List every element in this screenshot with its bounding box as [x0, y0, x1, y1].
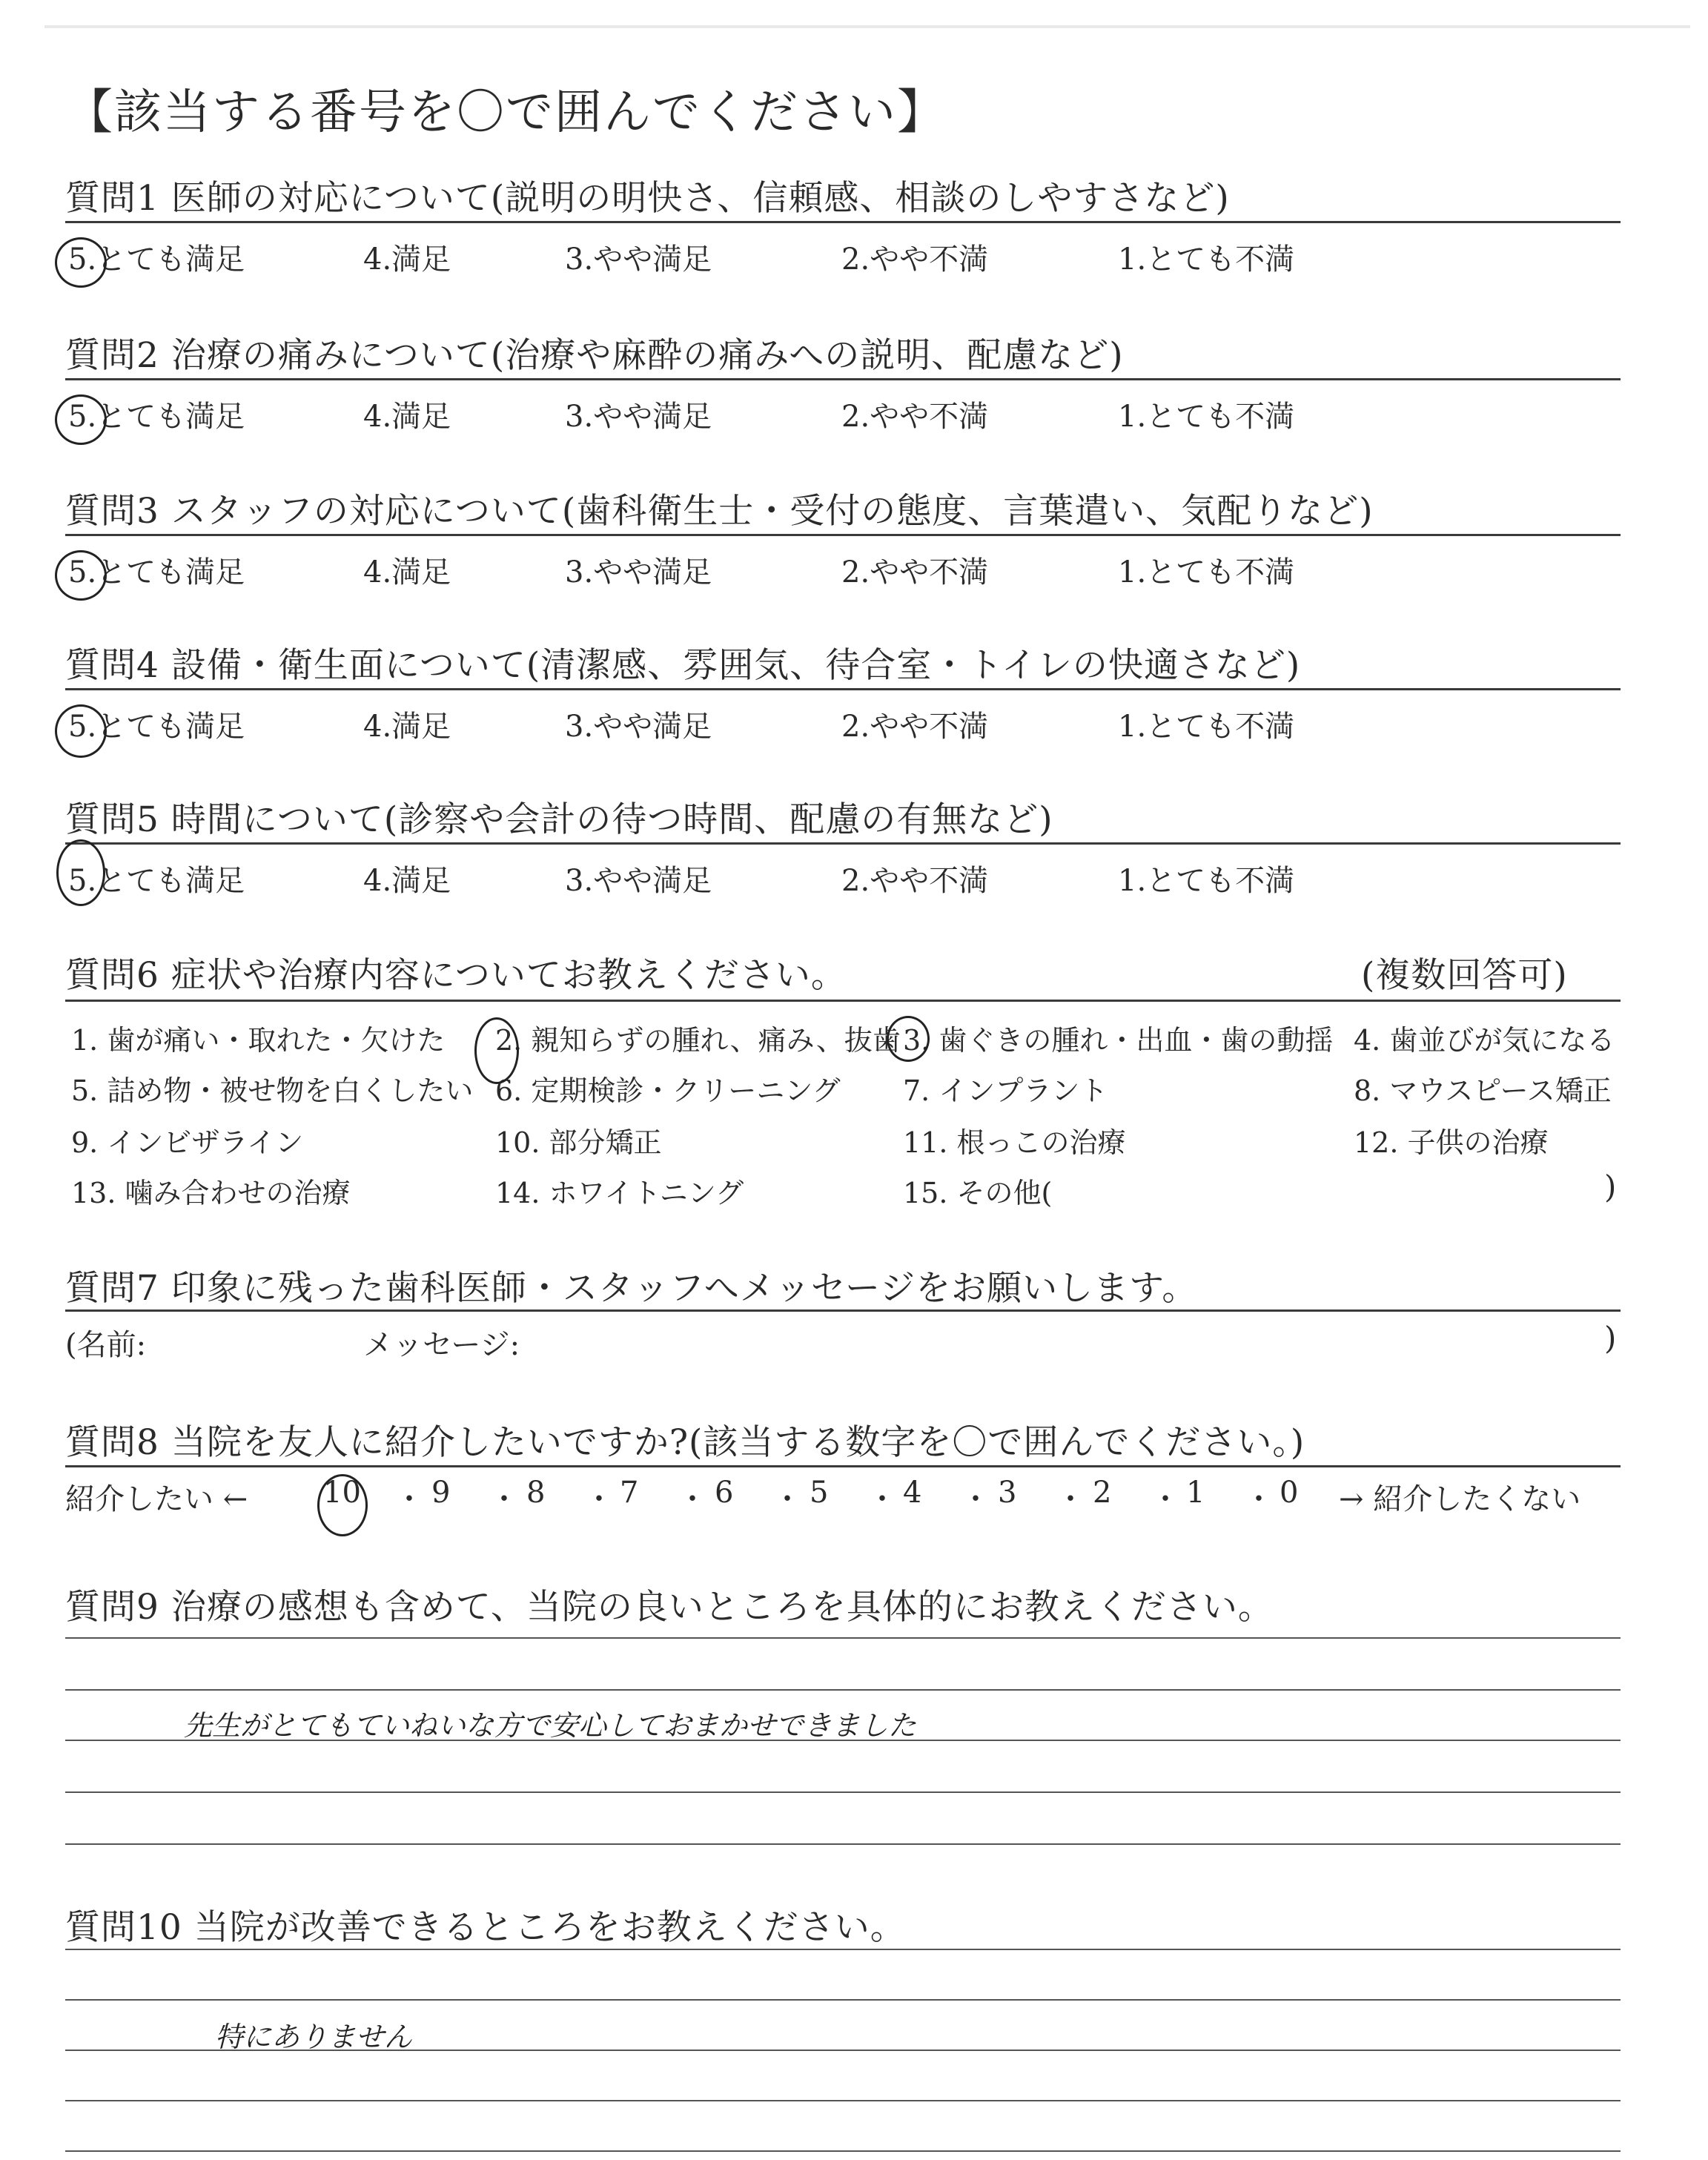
- q9-line-5: [65, 1843, 1621, 1845]
- question-3-rule: [65, 534, 1621, 536]
- q8-scale-3[interactable]: 3: [998, 1476, 1017, 1510]
- q8-scale-1[interactable]: 1: [1186, 1476, 1205, 1510]
- q4-option-3[interactable]: 3.やや満足: [565, 710, 712, 744]
- question-8-rule: [65, 1465, 1621, 1467]
- q8-scale-7[interactable]: 7: [620, 1476, 639, 1510]
- q8-scale-6[interactable]: 6: [715, 1476, 734, 1510]
- q2-option-1[interactable]: 1.とても不満: [1118, 400, 1295, 434]
- q9-line-2: [65, 1689, 1621, 1691]
- q2-option-3[interactable]: 3.やや満足: [565, 400, 712, 434]
- q8-dot: ・: [394, 1482, 424, 1516]
- question-1-rule: [65, 221, 1621, 223]
- q6-item-1[interactable]: 1. 歯が痛い・取れた・欠けた: [71, 1024, 446, 1057]
- question-4-label: 質問4 設備・衛生面について(清潔感、雰囲気、待合室・トイレの快適さなど): [65, 645, 1301, 686]
- q4-option-2[interactable]: 2.やや不満: [841, 710, 989, 744]
- q8-scale-0[interactable]: 0: [1280, 1476, 1299, 1510]
- q5-option-5[interactable]: 5.とても満足: [68, 864, 245, 898]
- question-5-rule: [65, 842, 1621, 845]
- question-5-label: 質問5 時間について(診察や会計の待つ時間、配慮の有無など): [65, 799, 1053, 840]
- q8-dot: ・: [772, 1482, 802, 1516]
- q5-option-4[interactable]: 4.満足: [363, 864, 451, 898]
- q8-dot: ・: [1151, 1482, 1180, 1516]
- q8-dot: ・: [867, 1482, 897, 1516]
- question-7-label: 質問7 印象に残った歯科医師・スタッフへメッセージをお願いします。: [65, 1268, 1198, 1309]
- q6-item-14[interactable]: 14. ホワイトニング: [495, 1177, 744, 1209]
- q4-option-1[interactable]: 1.とても不満: [1118, 710, 1295, 744]
- question-6-rule: [65, 1000, 1621, 1002]
- q8-dot: ・: [1244, 1482, 1274, 1516]
- question-6-note: (複数回答可): [1361, 955, 1568, 996]
- q2-option-2[interactable]: 2.やや不満: [841, 400, 989, 434]
- question-1-label: 質問1 医師の対応について(説明の明快さ、信頼感、相談のしやすさなど): [65, 178, 1230, 219]
- q8-right-label: → 紹介したくない: [1339, 1482, 1581, 1516]
- q6-item-6[interactable]: 6. 定期検診・クリーニング: [495, 1074, 841, 1107]
- q8-scale-9[interactable]: 9: [431, 1476, 451, 1510]
- question-10-label: 質問10 当院が改善できるところをお教えください。: [65, 1907, 906, 1948]
- q5-selection-circle: [56, 839, 105, 906]
- q6-item-15[interactable]: 15. その他(: [903, 1177, 1053, 1209]
- q7-close-paren: ): [1604, 1320, 1617, 1356]
- q4-selection-circle: [55, 704, 107, 758]
- q1-option-4[interactable]: 4.満足: [363, 242, 451, 277]
- q8-scale-2[interactable]: 2: [1093, 1476, 1112, 1510]
- q8-dot: ・: [489, 1482, 519, 1516]
- q6-item-3-selection-circle: [887, 1016, 930, 1062]
- page-title: 【該当する番号を〇で囲んでください】: [65, 85, 946, 140]
- q1-selection-circle: [55, 237, 107, 288]
- q6-item-2[interactable]: 2. 親知らずの腫れ、痛み、抜歯: [495, 1024, 901, 1057]
- scan-top-edge: [44, 25, 1690, 28]
- q5-option-2[interactable]: 2.やや不満: [841, 864, 989, 898]
- q1-option-1[interactable]: 1.とても不満: [1118, 242, 1295, 277]
- q6-item-11[interactable]: 11. 根っこの治療: [903, 1126, 1126, 1159]
- q2-option-5[interactable]: 5.とても満足: [68, 400, 245, 434]
- question-8-label: 質問8 当院を友人に紹介したいですか?(該当する数字を〇で囲んでください。): [65, 1422, 1305, 1463]
- q4-option-4[interactable]: 4.満足: [363, 710, 451, 744]
- q1-option-5[interactable]: 5.とても満足: [68, 242, 245, 277]
- q8-dot: ・: [678, 1482, 707, 1516]
- q6-item-8[interactable]: 8. マウスピース矯正: [1354, 1074, 1612, 1107]
- q8-left-label: 紹介したい ←: [65, 1482, 248, 1516]
- q6-item-15-close-paren: ): [1604, 1169, 1617, 1205]
- q3-selection-circle: [55, 550, 107, 601]
- q3-option-4[interactable]: 4.満足: [363, 555, 451, 589]
- q10-line-1: [65, 1949, 1621, 1950]
- q1-option-3[interactable]: 3.やや満足: [565, 242, 712, 277]
- q10-line-2: [65, 1999, 1621, 2001]
- q8-selection-circle: [317, 1474, 368, 1536]
- question-4-rule: [65, 688, 1621, 690]
- q5-option-1[interactable]: 1.とても不満: [1118, 864, 1295, 898]
- q6-item-3[interactable]: 3. 歯ぐきの腫れ・出血・歯の動揺: [903, 1024, 1334, 1057]
- q6-item-12[interactable]: 12. 子供の治療: [1354, 1126, 1549, 1159]
- q7-message-label: メッセージ:: [363, 1328, 520, 1362]
- q6-item-13[interactable]: 13. 噛み合わせの治療: [71, 1177, 351, 1209]
- q4-option-5[interactable]: 5.とても満足: [68, 710, 245, 744]
- q3-option-5[interactable]: 5.とても満足: [68, 555, 245, 589]
- q9-line-1: [65, 1637, 1621, 1639]
- q10-line-4: [65, 2100, 1621, 2101]
- question-9-label: 質問9 治療の感想も含めて、当院の良いところを具体的にお教えください。: [65, 1587, 1274, 1628]
- q6-item-4[interactable]: 4. 歯並びが気になる: [1354, 1024, 1615, 1057]
- q6-item-7[interactable]: 7. インプラント: [903, 1074, 1108, 1107]
- q8-scale-5[interactable]: 5: [810, 1476, 829, 1510]
- question-3-label: 質問3 スタッフの対応について(歯科衛生士・受付の態度、言葉遣い、気配りなど): [65, 491, 1374, 532]
- q10-line-5: [65, 2150, 1621, 2152]
- q7-name-label: (名前:: [65, 1328, 147, 1362]
- q6-item-10[interactable]: 10. 部分矯正: [495, 1126, 662, 1159]
- question-2-label: 質問2 治療の痛みについて(治療や麻酔の痛みへの説明、配慮など): [65, 335, 1124, 376]
- q8-dot: ・: [1056, 1482, 1085, 1516]
- q3-option-1[interactable]: 1.とても不満: [1118, 555, 1295, 589]
- q8-scale-10[interactable]: 10: [323, 1476, 361, 1510]
- q3-option-3[interactable]: 3.やや満足: [565, 555, 712, 589]
- q8-dot: ・: [584, 1482, 614, 1516]
- q8-scale-4[interactable]: 4: [903, 1476, 922, 1510]
- q6-item-5[interactable]: 5. 詰め物・被せ物を白くしたい: [71, 1074, 474, 1107]
- q2-selection-circle: [55, 394, 107, 445]
- q9-handwritten-answer: 先生がとてもていねいな方で安心しておまかせできました: [184, 1709, 917, 1742]
- question-2-rule: [65, 378, 1621, 380]
- q9-line-4: [65, 1791, 1621, 1793]
- q5-option-3[interactable]: 3.やや満足: [565, 864, 712, 898]
- q2-option-4[interactable]: 4.満足: [363, 400, 451, 434]
- q6-item-9[interactable]: 9. インビザライン: [71, 1126, 304, 1159]
- q8-dot: ・: [961, 1482, 990, 1516]
- question-6-label: 質問6 症状や治療内容についてお教えください。: [65, 955, 847, 996]
- q6-item-2-selection-circle: [474, 1017, 519, 1084]
- q1-option-2[interactable]: 2.やや不満: [841, 242, 989, 277]
- q10-handwritten-answer: 特にありません: [215, 2021, 413, 2053]
- question-7-rule: [65, 1309, 1621, 1312]
- q8-scale-8[interactable]: 8: [526, 1476, 546, 1510]
- q3-option-2[interactable]: 2.やや不満: [841, 555, 989, 589]
